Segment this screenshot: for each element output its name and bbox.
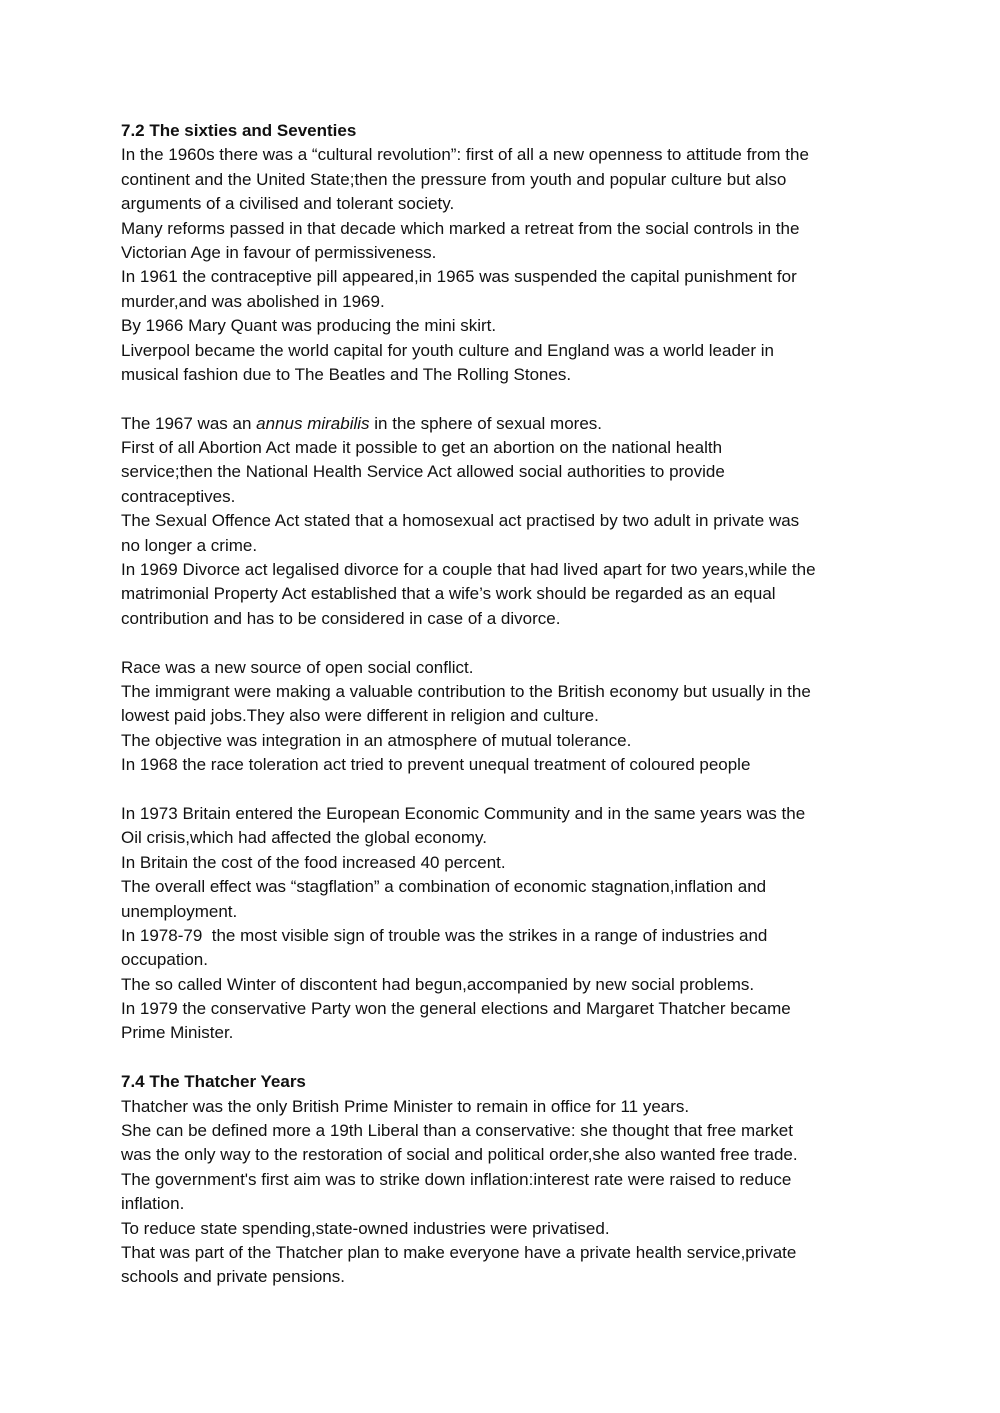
paragraph-spacer (121, 778, 891, 802)
text-line: In 1979 the conservative Party won the general elections and Margaret Thatcher became (121, 999, 791, 1019)
paragraph-spacer (121, 631, 891, 655)
text-line: Thatcher was the only British Prime Minister to remain in office for 11 years. (121, 1096, 690, 1116)
text-line: She can be defined more a 19th Liberal than a conservative: she thought that free market (121, 1121, 793, 1141)
text-line: In 1968 the race toleration act tried to prevent unequal treatment of coloured people (121, 755, 751, 775)
text-line: continent and the United State;then the pressure from youth and popular culture but also (121, 169, 787, 189)
text-line: In 1973 Britain entered the European Economic Community and in the same years was the (121, 803, 806, 823)
document-page (121, 119, 891, 1290)
paragraph (121, 802, 891, 1046)
text-line: contribution and has to be considered in case of a divorce. (121, 608, 561, 628)
text-line: service;then the National Health Service Act allowed social authorities to provide (121, 462, 725, 482)
paragraph-spacer (121, 387, 891, 411)
text-line: The so called Winter of discontent had begun,accompanied by new social problems. (121, 974, 755, 994)
text-line: In Britain the cost of the food increased 40 percent. (121, 852, 506, 872)
paragraph (121, 656, 891, 778)
text-line: In 1961 the contraceptive pill appeared,in 1965 was suspended the capital punishment for (121, 267, 797, 287)
text-line: matrimonial Property Act established that a wife’s work should be regarded as an equal (121, 584, 776, 604)
text-line: Victorian Age in favour of permissiveness. (121, 242, 437, 262)
text-line: The Sexual Offence Act stated that a homosexual act practised by two adult in private was (121, 511, 800, 531)
section-heading: 7.2 The sixties and Seventies (121, 121, 357, 140)
text-line: unemployment. (121, 901, 238, 921)
paragraph (121, 143, 891, 387)
text-line: The government's first aim was to strike down inflation:interest rate were raised to reduce (121, 1169, 792, 1189)
text-line: The overall effect was “stagflation” a combination of economic stagnation,inflation and (121, 877, 767, 897)
text-run: The 1967 was an (121, 413, 257, 433)
text-line: lowest paid jobs.They also were different in religion and culture. (121, 706, 599, 726)
text-line (121, 412, 891, 436)
text-line: In 1969 Divorce act legalised divorce for a couple that had lived apart for two years,while the (121, 560, 816, 580)
text-line: In 1978-79 the most visible sign of trouble was the strikes in a range of industries and (121, 925, 768, 945)
text-line: inflation. (121, 1194, 185, 1214)
paragraph (121, 412, 891, 632)
text-line: First of all Abortion Act made it possible to get an abortion on the national health (121, 438, 723, 458)
text-line: occupation. (121, 950, 208, 970)
section-heading: 7.4 The Thatcher Years (121, 1072, 306, 1092)
text-line: arguments of a civilised and tolerant society. (121, 194, 455, 214)
text-line: schools and private pensions. (121, 1267, 345, 1287)
text-line: The immigrant were making a valuable contribution to the British economy but usually in the (121, 681, 811, 701)
text-line: musical fashion due to The Beatles and The Rolling Stones. (121, 364, 572, 384)
text-line: murder,and was abolished in 1969. (121, 291, 385, 311)
paragraph-spacer (121, 1046, 891, 1070)
paragraph (121, 1095, 891, 1290)
text-line: In the 1960s there was a “cultural revolution”: first of all a new openness to attitude from the (121, 145, 809, 165)
text-line: That was part of the Thatcher plan to make everyone have a private health service,private (121, 1242, 797, 1262)
text-line: The objective was integration in an atmosphere of mutual tolerance. (121, 730, 632, 750)
text-line: Prime Minister. (121, 1023, 234, 1043)
text-line: was the only way to the restoration of social and political order,she also wanted free trade. (121, 1145, 798, 1165)
text-line: Many reforms passed in that decade which marked a retreat from the social controls in the (121, 218, 800, 238)
text-line: Liverpool became the world capital for youth culture and England was a world leader in (121, 340, 774, 360)
text-line: Race was a new source of open social conflict. (121, 657, 474, 677)
text-line: By 1966 Mary Quant was producing the mini skirt. (121, 316, 497, 336)
italic-term: annus mirabilis (256, 413, 370, 433)
text-run: in the sphere of sexual mores. (369, 413, 603, 433)
text-line: Oil crisis,which had affected the global economy. (121, 828, 488, 848)
text-line: no longer a crime. (121, 535, 258, 555)
text-line: contraceptives. (121, 486, 236, 506)
text-line: To reduce state spending,state-owned industries were privatised. (121, 1218, 610, 1238)
